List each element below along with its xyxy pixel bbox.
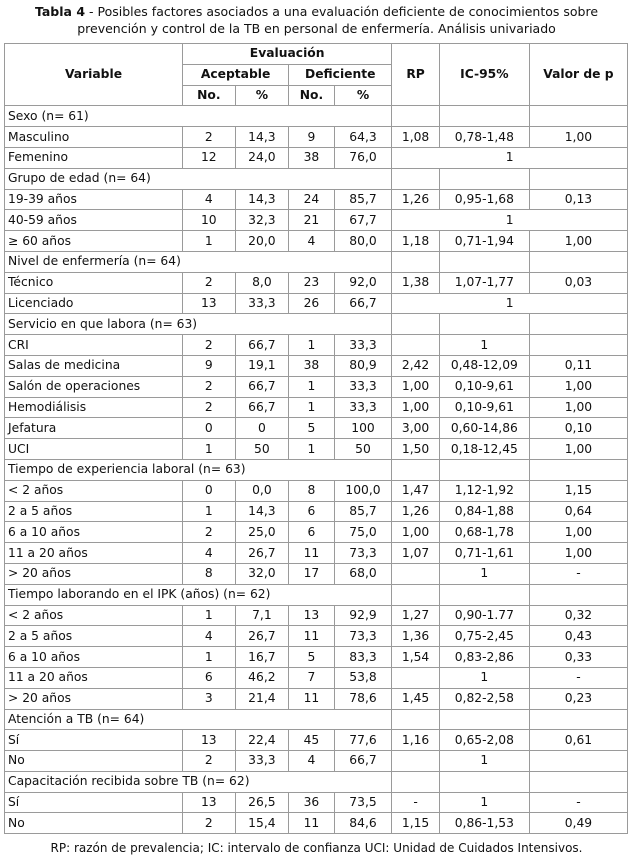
table-row [5, 293, 628, 314]
group-header-row [5, 314, 628, 335]
aceptable-no-cell: 2 [183, 335, 236, 356]
deficiente-pct-cell: 64,3 [334, 127, 392, 148]
aceptable-pct-cell: 26,7 [235, 543, 289, 564]
deficiente-pct-cell: 50 [334, 439, 392, 460]
row-label: Masculino [5, 127, 183, 148]
table-row [5, 210, 628, 231]
deficiente-no-cell: 8 [289, 480, 335, 501]
group-blank-ic [439, 168, 529, 189]
group-blank-ic [439, 771, 529, 792]
row-label: Sí [5, 792, 183, 813]
row-label: 40-59 años [5, 210, 183, 231]
deficiente-no-cell: 5 [289, 418, 335, 439]
reference-cell: 1 [392, 293, 628, 314]
aceptable-pct-cell: 20,0 [235, 231, 289, 252]
aceptable-no-cell: 9 [183, 355, 236, 376]
deficiente-pct-cell: 76,0 [334, 147, 392, 168]
group-title: Servicio en que labora (n= 63) [5, 314, 392, 335]
table-row [5, 688, 628, 709]
deficiente-pct-cell: 80,0 [334, 231, 392, 252]
ic-cell: 0,90-1.77 [439, 605, 529, 626]
rp-cell: 1,26 [392, 501, 440, 522]
aceptable-no-cell: 2 [183, 376, 236, 397]
p-value-cell: 0,33 [529, 647, 627, 668]
group-blank-rp [392, 771, 440, 792]
deficiente-pct-cell: 33,3 [334, 397, 392, 418]
rp-cell [392, 667, 440, 688]
group-blank-p [529, 771, 627, 792]
aceptable-no-cell: 0 [183, 480, 236, 501]
group-blank-ic [439, 584, 529, 605]
deficiente-no-cell: 1 [289, 439, 335, 460]
p-value-cell: 0,43 [529, 626, 627, 647]
aceptable-no-cell: 2 [183, 522, 236, 543]
aceptable-no-cell: 6 [183, 667, 236, 688]
p-value-cell: 1,00 [529, 231, 627, 252]
table-row [5, 543, 628, 564]
deficiente-pct-cell: 68,0 [334, 563, 392, 584]
deficiente-pct-cell: 67,7 [334, 210, 392, 231]
deficiente-pct-cell: 83,3 [334, 647, 392, 668]
rp-cell: 1,00 [392, 397, 440, 418]
aceptable-no-cell: 4 [183, 626, 236, 647]
header-deficiente-pct: % [334, 85, 392, 106]
ic-cell: 0,48-12,09 [439, 355, 529, 376]
row-label: Técnico [5, 272, 183, 293]
rp-cell [392, 563, 440, 584]
ic-cell: 1 [439, 751, 529, 772]
aceptable-pct-cell: 16,7 [235, 647, 289, 668]
p-value-cell: 1,00 [529, 127, 627, 148]
p-value-cell: 1,00 [529, 543, 627, 564]
caption-text: - Posibles factores asociados a una evaluación deficiente de conocimientos sobre prevención y control de la TB en personal de enfermería. Análisis univariado [77, 4, 599, 36]
aceptable-pct-cell: 66,7 [235, 335, 289, 356]
group-blank-rp [392, 168, 440, 189]
aceptable-pct-cell: 14,3 [235, 127, 289, 148]
table-row [5, 189, 628, 210]
row-label: 2 a 5 años [5, 626, 183, 647]
ic-cell: 0,82-2,58 [439, 688, 529, 709]
rp-cell: 1,15 [392, 813, 440, 834]
group-blank-ic [439, 251, 529, 272]
p-value-cell: 0,61 [529, 730, 627, 751]
p-value-cell: 1,00 [529, 397, 627, 418]
table-row [5, 127, 628, 148]
deficiente-pct-cell: 85,7 [334, 501, 392, 522]
group-blank-p [529, 251, 627, 272]
table-row [5, 813, 628, 834]
ic-cell: 0,68-1,78 [439, 522, 529, 543]
group-blank-p [529, 709, 627, 730]
group-title: Tiempo de experiencia laboral (n= 63) [5, 459, 392, 480]
ic-cell: 1 [439, 792, 529, 813]
rp-cell: - [392, 792, 440, 813]
deficiente-pct-cell: 100,0 [334, 480, 392, 501]
aceptable-pct-cell: 66,7 [235, 376, 289, 397]
rp-cell: 1,26 [392, 189, 440, 210]
aceptable-pct-cell: 32,3 [235, 210, 289, 231]
p-value-cell: 0,10 [529, 418, 627, 439]
caption-label: Tabla 4 [34, 4, 86, 19]
aceptable-no-cell: 2 [183, 397, 236, 418]
deficiente-no-cell: 23 [289, 272, 335, 293]
aceptable-pct-cell: 15,4 [235, 813, 289, 834]
aceptable-pct-cell: 22,4 [235, 730, 289, 751]
aceptable-no-cell: 1 [183, 647, 236, 668]
rp-cell: 1,08 [392, 127, 440, 148]
p-value-cell: 0,64 [529, 501, 627, 522]
group-header-row [5, 709, 628, 730]
table-row [5, 480, 628, 501]
rp-cell: 1,27 [392, 605, 440, 626]
table-row [5, 730, 628, 751]
deficiente-no-cell: 11 [289, 543, 335, 564]
group-title: Atención a TB (n= 64) [5, 709, 392, 730]
deficiente-pct-cell: 33,3 [334, 335, 392, 356]
deficiente-no-cell: 11 [289, 688, 335, 709]
deficiente-no-cell: 1 [289, 376, 335, 397]
deficiente-no-cell: 9 [289, 127, 335, 148]
rp-cell: 1,00 [392, 522, 440, 543]
p-value-cell [529, 751, 627, 772]
deficiente-no-cell: 17 [289, 563, 335, 584]
group-blank-p [529, 314, 627, 335]
deficiente-pct-cell: 78,6 [334, 688, 392, 709]
table-row [5, 418, 628, 439]
aceptable-no-cell: 2 [183, 813, 236, 834]
deficiente-no-cell: 1 [289, 397, 335, 418]
rp-cell: 1,07 [392, 543, 440, 564]
group-blank-ic [439, 709, 529, 730]
p-value-cell: 0,32 [529, 605, 627, 626]
deficiente-pct-cell: 92,0 [334, 272, 392, 293]
deficiente-pct-cell: 77,6 [334, 730, 392, 751]
deficiente-pct-cell: 84,6 [334, 813, 392, 834]
rp-cell: 1,54 [392, 647, 440, 668]
row-label: 11 a 20 años [5, 667, 183, 688]
table-footnote: RP: razón de prevalencia; IC: intervalo de confianza UCI: Unidad de Cuidados Intensivos. [50, 841, 583, 856]
reference-cell: 1 [392, 147, 628, 168]
deficiente-pct-cell: 92,9 [334, 605, 392, 626]
aceptable-no-cell: 2 [183, 272, 236, 293]
group-title: Capacitación recibida sobre TB (n= 62) [5, 771, 392, 792]
aceptable-pct-cell: 33,3 [235, 293, 289, 314]
ic-cell: 0,18-12,45 [439, 439, 529, 460]
p-value-cell: 1,15 [529, 480, 627, 501]
deficiente-pct-cell: 53,8 [334, 667, 392, 688]
deficiente-pct-cell: 75,0 [334, 522, 392, 543]
rp-cell: 1,45 [392, 688, 440, 709]
row-label: UCI [5, 439, 183, 460]
row-label: Hemodiálisis [5, 397, 183, 418]
aceptable-pct-cell: 32,0 [235, 563, 289, 584]
rp-cell: 1,47 [392, 480, 440, 501]
row-label: 6 a 10 años [5, 522, 183, 543]
aceptable-no-cell: 10 [183, 210, 236, 231]
aceptable-no-cell: 13 [183, 730, 236, 751]
p-value-cell [529, 335, 627, 356]
deficiente-no-cell: 21 [289, 210, 335, 231]
table-row [5, 626, 628, 647]
p-value-cell: 0,49 [529, 813, 627, 834]
aceptable-pct-cell: 46,2 [235, 667, 289, 688]
ic-cell: 1,07-1,77 [439, 272, 529, 293]
table-row [5, 522, 628, 543]
group-blank-rp [392, 251, 440, 272]
ic-cell: 0,71-1,94 [439, 231, 529, 252]
group-blank-p [529, 106, 627, 127]
ic-cell: 0,95-1,68 [439, 189, 529, 210]
row-label: Sí [5, 730, 183, 751]
aceptable-pct-cell: 25,0 [235, 522, 289, 543]
header-evaluacion: Evaluación [183, 44, 392, 65]
p-value-cell: - [529, 667, 627, 688]
p-value-cell: 1,00 [529, 522, 627, 543]
group-blank-rp [392, 314, 440, 335]
reference-cell: 1 [392, 210, 628, 231]
aceptable-pct-cell: 24,0 [235, 147, 289, 168]
table-row [5, 272, 628, 293]
deficiente-pct-cell: 73,3 [334, 626, 392, 647]
deficiente-no-cell: 45 [289, 730, 335, 751]
deficiente-pct-cell: 100 [334, 418, 392, 439]
group-blank-p [529, 584, 627, 605]
ic-cell: 1 [439, 335, 529, 356]
aceptable-pct-cell: 66,7 [235, 397, 289, 418]
header-deficiente: Deficiente [289, 64, 392, 85]
ic-cell: 0,60-14,86 [439, 418, 529, 439]
deficiente-no-cell: 6 [289, 522, 335, 543]
deficiente-no-cell: 26 [289, 293, 335, 314]
aceptable-no-cell: 2 [183, 127, 236, 148]
aceptable-no-cell: 1 [183, 231, 236, 252]
row-label: Jefatura [5, 418, 183, 439]
deficiente-no-cell: 7 [289, 667, 335, 688]
row-label: 19-39 años [5, 189, 183, 210]
rp-cell: 1,16 [392, 730, 440, 751]
group-blank-p [529, 459, 627, 480]
ic-cell: 0,78-1,48 [439, 127, 529, 148]
group-blank-rp [392, 584, 440, 605]
group-header-row [5, 584, 628, 605]
ic-cell: 0,10-9,61 [439, 397, 529, 418]
deficiente-no-cell: 38 [289, 147, 335, 168]
table-row [5, 397, 628, 418]
ic-cell: 1 [439, 667, 529, 688]
deficiente-no-cell: 4 [289, 231, 335, 252]
aceptable-no-cell: 8 [183, 563, 236, 584]
deficiente-no-cell: 24 [289, 189, 335, 210]
deficiente-pct-cell: 66,7 [334, 751, 392, 772]
group-header-row [5, 106, 628, 127]
group-title: Nivel de enfermería (n= 64) [5, 251, 392, 272]
rp-cell: 1,38 [392, 272, 440, 293]
aceptable-no-cell: 4 [183, 543, 236, 564]
group-title: Tiempo laborando en el IPK (años) (n= 62) [5, 584, 392, 605]
deficiente-no-cell: 5 [289, 647, 335, 668]
group-title: Sexo (n= 61) [5, 106, 392, 127]
table-row [5, 231, 628, 252]
row-label: < 2 años [5, 605, 183, 626]
aceptable-no-cell: 13 [183, 792, 236, 813]
aceptable-no-cell: 1 [183, 605, 236, 626]
aceptable-pct-cell: 7,1 [235, 605, 289, 626]
row-label: Femenino [5, 147, 183, 168]
row-label: 11 a 20 años [5, 543, 183, 564]
ic-cell: 0,71-1,61 [439, 543, 529, 564]
table-row [5, 147, 628, 168]
row-label: Salas de medicina [5, 355, 183, 376]
deficiente-pct-cell: 73,5 [334, 792, 392, 813]
deficiente-pct-cell: 66,7 [334, 293, 392, 314]
ic-cell: 0,86-1,53 [439, 813, 529, 834]
deficiente-no-cell: 38 [289, 355, 335, 376]
table-row [5, 605, 628, 626]
aceptable-no-cell: 3 [183, 688, 236, 709]
header-deficiente-no: No. [289, 85, 335, 106]
row-label: CRI [5, 335, 183, 356]
deficiente-no-cell: 4 [289, 751, 335, 772]
group-blank-rp [392, 106, 440, 127]
header-row-1 [5, 44, 628, 65]
group-header-row [5, 251, 628, 272]
table-row [5, 563, 628, 584]
rp-cell [392, 335, 440, 356]
aceptable-pct-cell: 50 [235, 439, 289, 460]
deficiente-pct-cell: 73,3 [334, 543, 392, 564]
table-row [5, 667, 628, 688]
group-blank-rp [392, 709, 440, 730]
table-row [5, 751, 628, 772]
deficiente-no-cell: 11 [289, 626, 335, 647]
p-value-cell: 1,00 [529, 439, 627, 460]
aceptable-no-cell: 13 [183, 293, 236, 314]
p-value-cell: 0,13 [529, 189, 627, 210]
aceptable-no-cell: 2 [183, 751, 236, 772]
aceptable-no-cell: 1 [183, 501, 236, 522]
aceptable-no-cell: 4 [183, 189, 236, 210]
row-label: > 20 años [5, 563, 183, 584]
p-value-cell: 0,23 [529, 688, 627, 709]
aceptable-no-cell: 0 [183, 418, 236, 439]
header-aceptable-no: No. [183, 85, 236, 106]
aceptable-pct-cell: 14,3 [235, 189, 289, 210]
table-row [5, 439, 628, 460]
row-label: No [5, 751, 183, 772]
p-value-cell: - [529, 792, 627, 813]
deficiente-no-cell: 1 [289, 335, 335, 356]
deficiente-no-cell: 13 [289, 605, 335, 626]
p-value-cell: 0,03 [529, 272, 627, 293]
aceptable-pct-cell: 26,5 [235, 792, 289, 813]
table-row [5, 355, 628, 376]
group-header-row [5, 168, 628, 189]
ic-cell: 1,12-1,92 [439, 480, 529, 501]
aceptable-pct-cell: 14,3 [235, 501, 289, 522]
ic-cell: 0,10-9,61 [439, 376, 529, 397]
group-header-row [5, 771, 628, 792]
p-value-cell: - [529, 563, 627, 584]
table-row [5, 501, 628, 522]
p-value-cell: 1,00 [529, 376, 627, 397]
group-blank-ic [439, 314, 529, 335]
aceptable-no-cell: 12 [183, 147, 236, 168]
rp-cell: 1,00 [392, 376, 440, 397]
header-variable: Variable [5, 44, 183, 106]
aceptable-pct-cell: 8,0 [235, 272, 289, 293]
table-row [5, 376, 628, 397]
row-label: ≥ 60 años [5, 231, 183, 252]
table-caption [6, 3, 627, 37]
table-row [5, 335, 628, 356]
aceptable-pct-cell: 19,1 [235, 355, 289, 376]
rp-cell: 2,42 [392, 355, 440, 376]
group-blank-rp [392, 459, 440, 480]
deficiente-pct-cell: 80,9 [334, 355, 392, 376]
header-aceptable: Aceptable [183, 64, 289, 85]
aceptable-pct-cell: 21,4 [235, 688, 289, 709]
row-label: No [5, 813, 183, 834]
table-row [5, 792, 628, 813]
table-row [5, 647, 628, 668]
ic-cell: 0,75-2,45 [439, 626, 529, 647]
deficiente-no-cell: 11 [289, 813, 335, 834]
row-label: > 20 años [5, 688, 183, 709]
row-label: 6 a 10 años [5, 647, 183, 668]
row-label: < 2 años [5, 480, 183, 501]
row-label: 2 a 5 años [5, 501, 183, 522]
rp-cell: 1,50 [392, 439, 440, 460]
group-blank-ic [439, 106, 529, 127]
aceptable-no-cell: 1 [183, 439, 236, 460]
row-label: Licenciado [5, 293, 183, 314]
aceptable-pct-cell: 33,3 [235, 751, 289, 772]
rp-cell: 1,18 [392, 231, 440, 252]
deficiente-no-cell: 6 [289, 501, 335, 522]
group-title: Grupo de edad (n= 64) [5, 168, 392, 189]
results-table [4, 43, 628, 834]
rp-cell: 1,36 [392, 626, 440, 647]
row-label: Salón de operaciones [5, 376, 183, 397]
aceptable-pct-cell: 0,0 [235, 480, 289, 501]
group-blank-ic [439, 459, 529, 480]
header-ic: IC-95% [439, 44, 529, 106]
ic-cell: 0,65-2,08 [439, 730, 529, 751]
rp-cell [392, 751, 440, 772]
p-value-cell: 0,11 [529, 355, 627, 376]
header-aceptable-pct: % [235, 85, 289, 106]
deficiente-pct-cell: 85,7 [334, 189, 392, 210]
ic-cell: 0,83-2,86 [439, 647, 529, 668]
deficiente-pct-cell: 33,3 [334, 376, 392, 397]
group-blank-p [529, 168, 627, 189]
aceptable-pct-cell: 26,7 [235, 626, 289, 647]
header-rp: RP [392, 44, 440, 106]
header-valor-p: Valor de p [529, 44, 627, 106]
deficiente-no-cell: 36 [289, 792, 335, 813]
group-header-row [5, 459, 628, 480]
rp-cell: 3,00 [392, 418, 440, 439]
ic-cell: 0,84-1,88 [439, 501, 529, 522]
ic-cell: 1 [439, 563, 529, 584]
aceptable-pct-cell: 0 [235, 418, 289, 439]
